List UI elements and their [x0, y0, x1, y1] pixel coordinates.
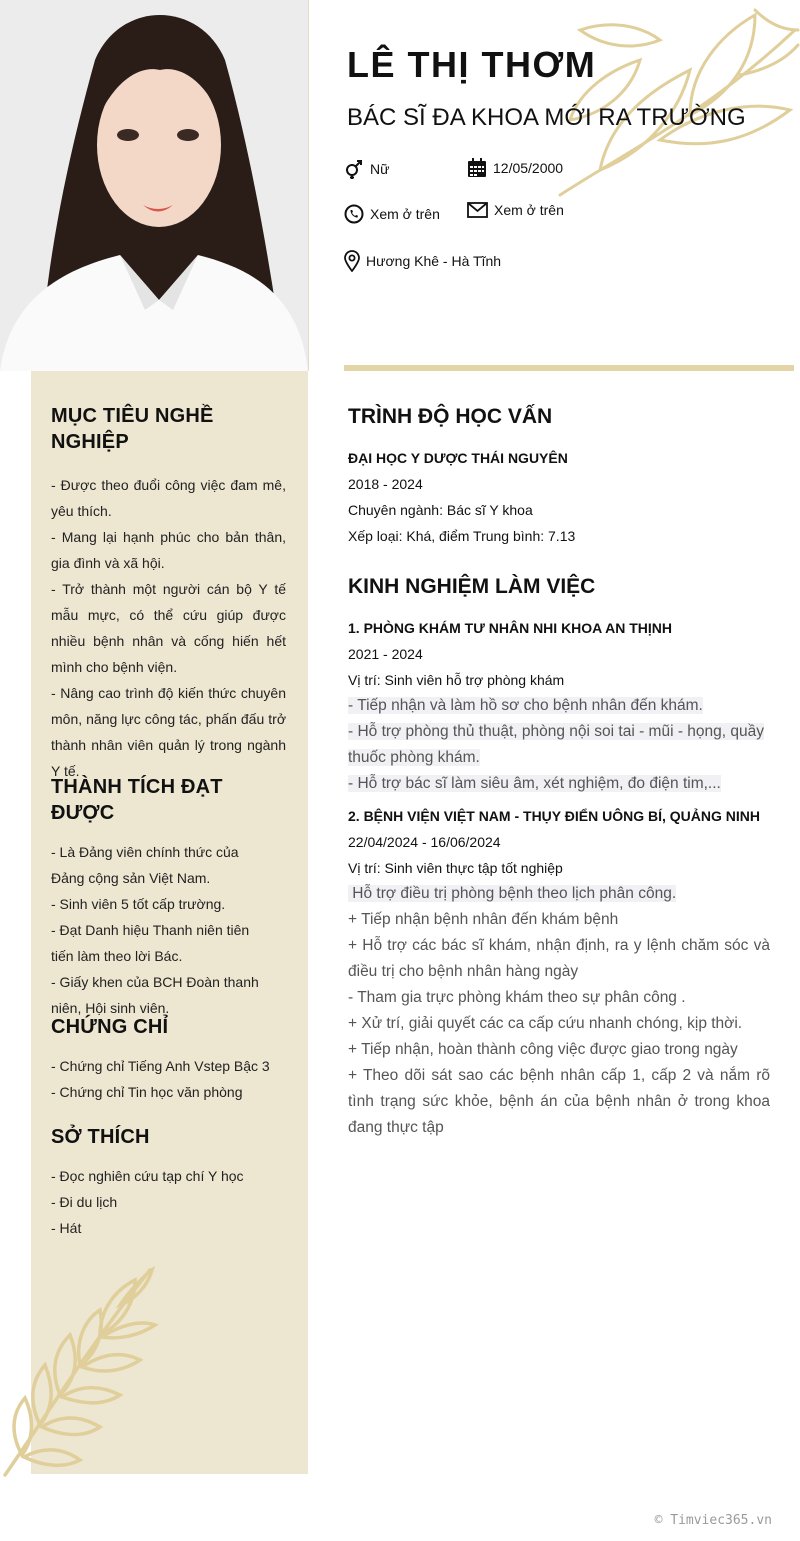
objective-title: MỤC TIÊU NGHỀ NGHIỆP [51, 405, 214, 453]
leaf-decoration-top-icon [540, 0, 800, 200]
certificates-list [51, 1053, 286, 1105]
gender-info [344, 158, 389, 180]
email-info [467, 201, 564, 219]
hobbies-list [51, 1163, 286, 1241]
job-period: 22/04/2024 - 16/06/2024 [348, 834, 501, 850]
job-task: + Tiếp nhận bệnh nhân đến khám bệnh [348, 911, 619, 928]
email-icon [467, 201, 488, 219]
job-task: - Tham gia trực phòng khám theo sự phân công . [348, 989, 686, 1006]
job-task: + Theo dõi sát sao các bệnh nhân cấp 1, cấp 2 và nắm rõ tình trạng sức khỏe, bệnh án của bệnh nhân ở trong khoa đang thực tập [348, 1067, 770, 1136]
job-entry [348, 803, 770, 1141]
list-item: - Mang lại hạnh phúc cho bản thân, gia đình và xã hội. [51, 529, 286, 571]
candidate-name: LÊ THỊ THƠM [347, 44, 597, 85]
leaf-decoration-bottom-icon [0, 1265, 160, 1480]
list-item: - Đạt Danh hiệu Thanh niên tiên tiến làm theo lời Bác. [51, 922, 250, 964]
education-title: TRÌNH ĐỘ HỌC VẤN [348, 405, 553, 428]
phone-icon [344, 204, 364, 224]
address-info [344, 250, 501, 272]
job-period: 2021 - 2024 [348, 646, 423, 662]
gender-icon [344, 158, 364, 180]
list-item: - Chứng chỉ Tiếng Anh Vstep Bậc 3 [51, 1058, 270, 1074]
list-item: - Sinh viên 5 tốt cấp trường. [51, 896, 226, 912]
list-item: - Giấy khen của BCH Đoàn thanh niên, Hội sinh viên. [51, 974, 259, 1016]
birthday-info [467, 158, 563, 178]
achievements-section [51, 774, 286, 1021]
job-task: + Hỗ trợ các bác sĩ khám, nhận định, ra y lệnh chăm sóc và điều trị cho bệnh nhân hàng ngày [348, 937, 770, 980]
education-major: Chuyên ngành: Bác sĩ Y khoa [348, 502, 533, 518]
phone-value: Xem ở trên [370, 206, 440, 222]
calendar-icon [467, 158, 487, 178]
accent-divider [344, 365, 794, 371]
email-value: Xem ở trên [494, 202, 564, 218]
list-item: - Nâng cao trình độ kiến thức chuyên môn, năng lực công tác, phấn đấu trở thành nhân viên quản lý trong ngành Y tế. [51, 685, 286, 779]
header-divider [308, 0, 309, 371]
gender-value: Nữ [370, 161, 390, 177]
achievements-title: THÀNH TÍCH ĐẠT ĐƯỢC [51, 776, 223, 824]
list-item: - Được theo đuổi công việc đam mê, yêu thích. [51, 477, 286, 519]
education-section [348, 403, 770, 549]
certificates-section [51, 1014, 286, 1105]
experience-section [348, 573, 770, 1141]
address-value: Hương Khê - Hà Tĩnh [366, 253, 502, 269]
list-item: - Là Đảng viên chính thức của Đảng cộng sản Việt Nam. [51, 844, 239, 886]
list-item: - Đi du lịch [51, 1194, 118, 1210]
education-years: 2018 - 2024 [348, 476, 423, 492]
objective-section [51, 403, 286, 784]
job-position: Vị trí: Sinh viên hỗ trợ phòng khám [348, 672, 565, 688]
job-company: 1. PHÒNG KHÁM TƯ NHÂN NHI KHOA AN THỊNH [348, 620, 673, 636]
job-task: Hỗ trợ điều trị phòng bệnh theo lịch phân công. [348, 885, 677, 902]
phone-info [344, 204, 440, 224]
hobbies-section [51, 1124, 286, 1241]
job-task: + Tiếp nhận, hoàn thành công việc được giao trong ngày [348, 1041, 738, 1058]
candidate-role: BÁC SĨ ĐA KHOA MỚI RA TRƯỜNG [347, 104, 746, 131]
job-task: - Hỗ trợ bác sĩ làm siêu âm, xét nghiệm, đo điện tim,... [348, 775, 721, 792]
list-item: - Trở thành một người cán bộ Y tế mẫu mực, có thể cứu giúp được nhiều bệnh nhân và cống hiến hết mình cho bệnh viện. [51, 581, 286, 675]
certificates-title: CHỨNG CHỈ [51, 1016, 169, 1038]
job-entry [348, 615, 770, 797]
job-position: Vị trí: Sinh viên thực tập tốt nghiệp [348, 860, 563, 876]
job-task: - Hỗ trợ phòng thủ thuật, phòng nội soi tai - mũi - họng, quầy thuốc phòng khám. [348, 723, 764, 766]
job-company: 2. BỆNH VIỆN VIỆT NAM - THỤY ĐIỂN UÔNG BÍ, QUẢNG NINH [348, 808, 760, 824]
watermark: © Timviec365.vn [654, 1513, 772, 1528]
job-task: - Tiếp nhận và làm hồ sơ cho bệnh nhân đến khám. [348, 697, 703, 714]
profile-photo [0, 0, 308, 371]
list-item: - Chứng chỉ Tin học văn phòng [51, 1084, 243, 1100]
hobbies-title: SỞ THÍCH [51, 1126, 150, 1148]
school-name: ĐẠI HỌC Y DƯỢC THÁI NGUYÊN [348, 450, 568, 466]
list-item: - Hát [51, 1220, 82, 1236]
job-task: + Xử trí, giải quyết các ca cấp cứu nhanh chóng, kịp thời. [348, 1015, 743, 1032]
birthday-value: 12/05/2000 [493, 160, 564, 176]
education-grade: Xếp loại: Khá, điểm Trung bình: 7.13 [348, 528, 576, 544]
list-item: - Đọc nghiên cứu tạp chí Y học [51, 1168, 244, 1184]
experience-title: KINH NGHIỆM LÀM VIỆC [348, 575, 596, 598]
objective-list [51, 472, 286, 784]
location-icon [344, 250, 360, 272]
achievements-list [51, 839, 266, 1021]
